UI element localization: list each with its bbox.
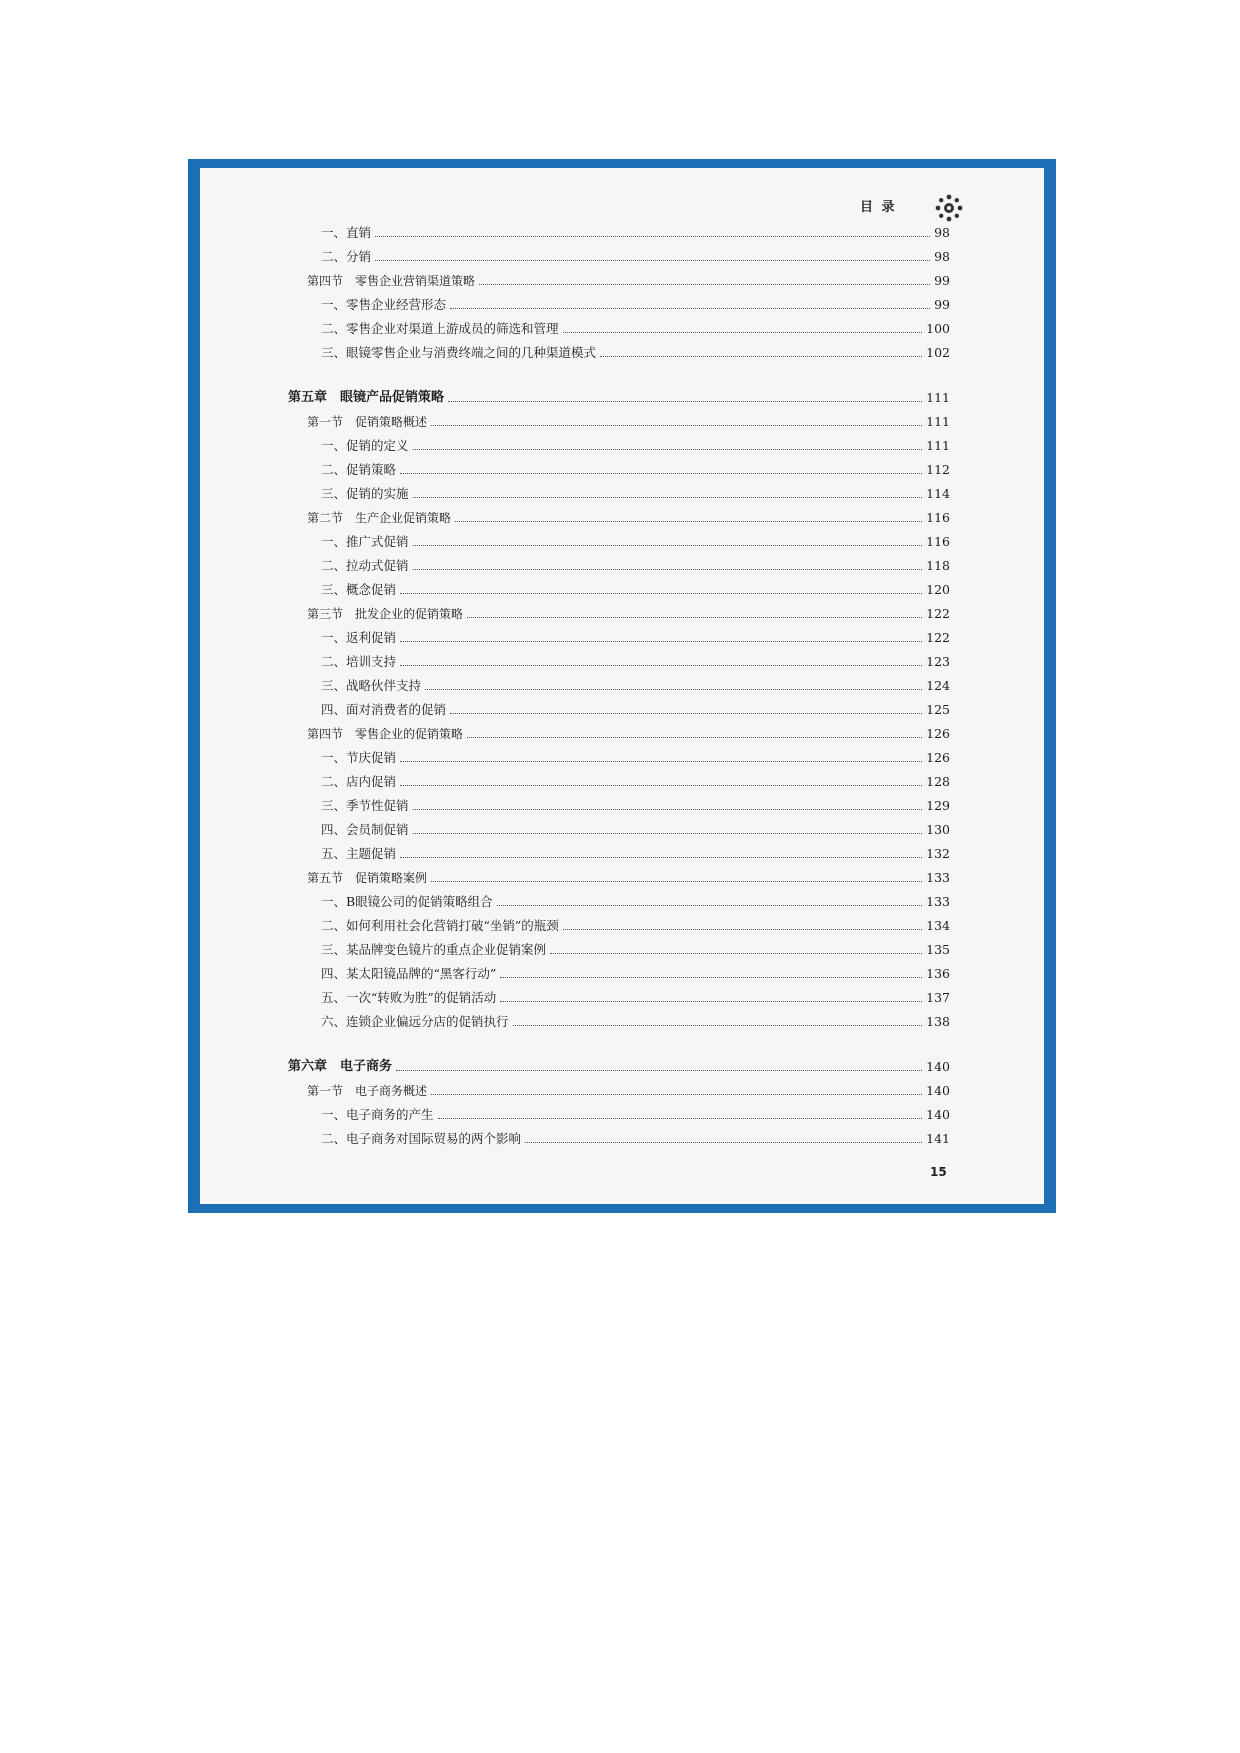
dot-leader	[396, 1070, 922, 1071]
toc-entry-title: 一、推广式促销	[321, 534, 409, 549]
toc-entry-page: 140	[926, 1059, 950, 1074]
toc-entry-section	[200, 1081, 1044, 1101]
toc-entry-page: 111	[926, 414, 950, 429]
toc-entry-page: 98	[934, 249, 950, 264]
toc-entry-item	[200, 1012, 1044, 1032]
dot-leader	[400, 761, 922, 762]
book-page-frame	[188, 159, 1056, 1213]
toc-entry-item	[200, 676, 1044, 696]
dot-leader	[563, 929, 922, 930]
toc-entry-item	[200, 295, 1044, 315]
toc-entry-page: 122	[926, 606, 950, 621]
toc-entry-title: 第五章 眼镜产品促销策略	[288, 390, 445, 405]
toc-entry-title: 第二节 生产企业促销策略	[307, 511, 452, 525]
toc-entry-item	[200, 484, 1044, 504]
toc-entry-title: 四、会员制促销	[321, 822, 409, 837]
toc-entry-section	[200, 868, 1044, 888]
toc-entry-item	[200, 628, 1044, 648]
toc-entry-title: 三、某品牌变色镜片的重点企业促销案例	[321, 942, 547, 957]
toc-entry-item	[200, 748, 1044, 768]
toc-entry-section	[200, 412, 1044, 432]
toc-entry-page: 114	[926, 486, 950, 501]
toc-entry-item	[200, 772, 1044, 792]
dot-leader	[525, 1142, 922, 1143]
toc-entry-item	[200, 700, 1044, 720]
dot-leader	[400, 857, 922, 858]
toc-entry-item	[200, 652, 1044, 672]
dot-leader	[455, 521, 922, 522]
toc-entry-section	[200, 724, 1044, 744]
toc-entry-title: 第五节 促销策略案例	[307, 871, 428, 885]
toc-entry-page: 120	[926, 582, 950, 597]
toc-entry-title: 四、某太阳镜品牌的“黑客行动”	[321, 966, 497, 981]
dot-leader	[400, 593, 922, 594]
toc-entry-item	[200, 844, 1044, 864]
dot-leader	[413, 497, 923, 498]
toc-entry-page: 141	[926, 1131, 950, 1146]
toc-entry-title: 一、零售企业经营形态	[321, 297, 447, 312]
book-page	[200, 168, 1044, 1204]
toc-entry-title: 一、B眼镜公司的促销策略组合	[321, 894, 493, 909]
toc-entry-page: 133	[926, 870, 950, 885]
toc-entry-page: 124	[926, 678, 950, 693]
toc-entry-title: 二、店内促销	[321, 774, 397, 789]
toc-entry-page: 102	[926, 345, 950, 360]
toc-entry-title: 第四节 零售企业营销渠道策略	[307, 274, 476, 288]
dot-leader	[400, 473, 922, 474]
toc-entry-title: 二、培训支持	[321, 654, 397, 669]
toc-entry-item	[200, 319, 1044, 339]
toc-entry-page: 111	[926, 438, 950, 453]
gear-flower-icon	[934, 193, 964, 223]
toc-entry-title: 二、如何利用社会化营销打破“坐销”的瓶颈	[321, 918, 559, 933]
toc-entry-title: 三、概念促销	[321, 582, 397, 597]
toc-entry-item	[200, 580, 1044, 600]
dot-leader	[497, 905, 922, 906]
toc-entry-page: 123	[926, 654, 950, 669]
toc-entry-item	[200, 964, 1044, 984]
toc-entry-page: 129	[926, 798, 950, 813]
dot-leader	[413, 809, 923, 810]
dot-leader	[467, 617, 922, 618]
dot-leader	[479, 284, 930, 285]
toc-entry-page: 134	[926, 918, 950, 933]
toc-entry-page: 126	[926, 726, 950, 741]
toc-entry-page: 112	[926, 462, 950, 477]
toc-entry-item	[200, 343, 1044, 363]
toc-entry-page: 116	[926, 534, 950, 549]
toc-entry-title: 三、促销的实施	[321, 486, 409, 501]
toc-entry-item	[200, 532, 1044, 552]
toc-entry-title: 一、节庆促销	[321, 750, 397, 765]
toc-entry-title: 三、眼镜零售企业与消费终端之间的几种渠道模式	[321, 345, 597, 360]
toc-entry-item	[200, 988, 1044, 1008]
dot-leader	[563, 332, 923, 333]
dot-leader	[400, 785, 922, 786]
toc-entry-item	[200, 436, 1044, 456]
toc-entry-page: 133	[926, 894, 950, 909]
toc-entry-item	[200, 796, 1044, 816]
toc-entry-page: 99	[934, 297, 950, 312]
toc-entry-title: 二、零售企业对渠道上游成员的筛选和管理	[321, 321, 559, 336]
toc-entry-page: 99	[934, 273, 950, 288]
dot-leader	[438, 1118, 923, 1119]
toc-entry-item	[200, 820, 1044, 840]
dot-leader	[375, 236, 930, 237]
toc-entry-item	[200, 892, 1044, 912]
toc-entry-item	[200, 556, 1044, 576]
dot-leader	[400, 641, 922, 642]
dot-leader	[513, 1025, 923, 1026]
toc-entry-title: 三、战略伙伴支持	[321, 678, 422, 693]
toc-entry-title: 六、连锁企业偏远分店的促销执行	[321, 1014, 509, 1029]
toc-entry-title: 一、促销的定义	[321, 438, 409, 453]
toc-entry-title: 第一节 电子商务概述	[307, 1084, 428, 1098]
toc-header: 目 录	[860, 200, 897, 215]
toc-entry-section	[200, 604, 1044, 624]
toc-entry-page: 136	[926, 966, 950, 981]
toc-entry-page: 126	[926, 750, 950, 765]
toc-entry-title: 第三节 批发企业的促销策略	[307, 607, 464, 621]
toc-entry-item	[200, 940, 1044, 960]
dot-leader	[413, 833, 923, 834]
dot-leader	[467, 737, 922, 738]
toc-entry-title: 三、季节性促销	[321, 798, 409, 813]
toc-entry-title: 二、分销	[321, 249, 372, 264]
dot-leader	[448, 401, 922, 402]
dot-leader	[413, 449, 923, 450]
toc-entry-page: 140	[926, 1083, 950, 1098]
toc-entry-item	[200, 1129, 1044, 1149]
dot-leader	[425, 689, 922, 690]
toc-entry-title: 第四节 零售企业的促销策略	[307, 727, 464, 741]
toc-entry-page: 118	[926, 558, 950, 573]
toc-entry-title: 五、一次“转败为胜”的促销活动	[321, 990, 497, 1005]
toc-entry-page: 100	[926, 321, 950, 336]
dot-leader	[413, 569, 923, 570]
toc-entry-section	[200, 271, 1044, 291]
toc-entry-page: 116	[926, 510, 950, 525]
toc-entry-title: 二、电子商务对国际贸易的两个影响	[321, 1131, 522, 1146]
page-number: 15	[930, 1165, 947, 1179]
toc-entry-item	[200, 916, 1044, 936]
dot-leader	[400, 665, 922, 666]
dot-leader	[500, 977, 922, 978]
toc-entry-page: 140	[926, 1107, 950, 1122]
toc-entry-title: 第六章 电子商务	[288, 1059, 393, 1074]
dot-leader	[413, 545, 923, 546]
dot-leader	[431, 1094, 922, 1095]
toc-entry-title: 一、电子商务的产生	[321, 1107, 434, 1122]
dot-leader	[431, 881, 922, 882]
toc-entry-item	[200, 1105, 1044, 1125]
dot-leader	[550, 953, 922, 954]
toc-entry-page: 132	[926, 846, 950, 861]
toc-entry-page: 128	[926, 774, 950, 789]
toc-entry-page: 138	[926, 1014, 950, 1029]
toc-entry-title: 第一节 促销策略概述	[307, 415, 428, 429]
toc-entry-page: 135	[926, 942, 950, 957]
toc-entry-item	[200, 460, 1044, 480]
dot-leader	[500, 1001, 922, 1002]
toc-entry-title: 一、返利促销	[321, 630, 397, 645]
toc-entry-title: 四、面对消费者的促销	[321, 702, 447, 717]
toc-entry-item	[200, 247, 1044, 267]
toc-entry-page: 125	[926, 702, 950, 717]
toc-entry-page: 130	[926, 822, 950, 837]
toc-entry-title: 二、促销策略	[321, 462, 397, 477]
toc-entry-page: 122	[926, 630, 950, 645]
toc-entry-item	[200, 223, 1044, 243]
toc-entry-page: 98	[934, 225, 950, 240]
dot-leader	[600, 356, 922, 357]
dot-leader	[375, 260, 930, 261]
dot-leader	[450, 713, 922, 714]
dot-leader	[450, 308, 930, 309]
toc-entry-page: 111	[926, 390, 950, 405]
toc-entry-page: 137	[926, 990, 950, 1005]
toc-entry-chapter	[200, 1057, 1044, 1077]
toc-entry-chapter	[200, 388, 1044, 408]
dot-leader	[431, 425, 922, 426]
toc-entry-title: 二、拉动式促销	[321, 558, 409, 573]
toc-entry-section	[200, 508, 1044, 528]
toc-entry-title: 一、直销	[321, 225, 372, 240]
toc-entry-title: 五、主题促销	[321, 846, 397, 861]
